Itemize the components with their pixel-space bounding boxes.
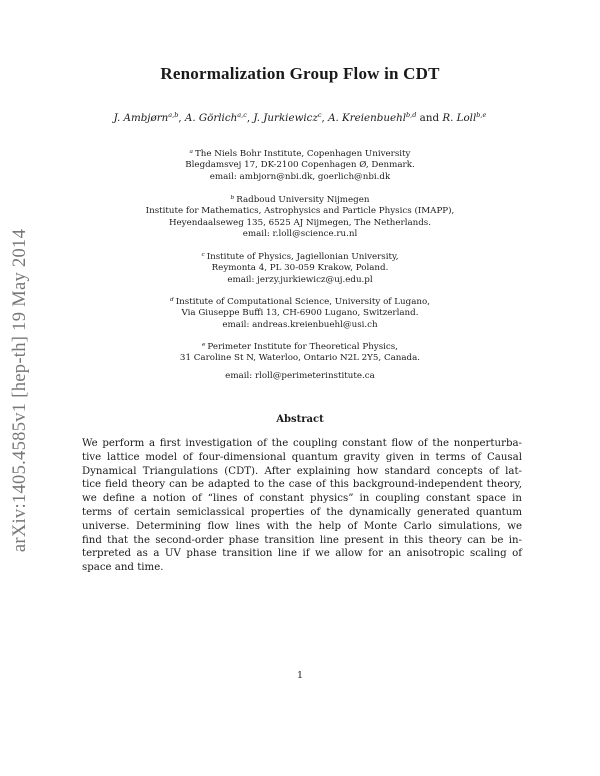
author-separator: ,: [178, 112, 185, 124]
affiliation-text: The Niels Bohr Institute, Copenhagen University: [194, 149, 411, 159]
arxiv-identifier-text: arXiv:1405.4585v1 [hep-th] 19 May 2014: [10, 228, 31, 552]
abstract-line: Dynamical Triangulations (CDT). After explaining how standard concepts of lat-: [82, 465, 522, 477]
abstract-line: universe. Determining flow lines with the help of Monte Carlo simulations, we: [82, 520, 522, 532]
affiliation-email: email: jerzy.jurkiewicz@uj.edu.pl: [227, 274, 373, 285]
affiliation-email: email: r.loll@science.ru.nl: [242, 228, 358, 239]
affiliation-mark: a: [189, 149, 193, 155]
affiliation-line: Via Giuseppe Buffi 13, CH-6900 Lugano, Switzerland.: [181, 308, 419, 319]
author-separator: and: [416, 112, 443, 124]
author-affiliation-mark: a,c: [237, 111, 247, 119]
affiliation-line: [0, 195, 600, 206]
affiliation-a: [0, 149, 600, 183]
affiliation-text: Radboud University Nijmegen: [236, 195, 370, 205]
affiliation-line: Reymonta 4, PL 30-059 Krakow, Poland.: [211, 263, 389, 274]
author-affiliation-mark: a,b: [168, 111, 179, 119]
affiliation-email: email: ambjorn@nbi.dk, goerlich@nbi.dk: [209, 171, 391, 182]
affiliation-e: [0, 342, 600, 382]
author-name: A. Görlich: [184, 112, 238, 124]
author-name: J. Jurkiewicz: [253, 112, 318, 124]
author-affiliation-mark: b,e: [476, 111, 487, 119]
affiliation-email: email: rloll@perimeterinstitute.ca: [225, 370, 375, 381]
affiliation-text: Perimeter Institute for Theoretical Physics,: [207, 342, 399, 352]
affiliation-line: [0, 252, 600, 263]
author-affiliation-mark: b,d: [406, 111, 417, 119]
abstract-line: tice field theory can be adapted to the case of this background-independent theory,: [82, 479, 522, 491]
affiliation-email: email: andreas.kreienbuehl@usi.ch: [222, 319, 378, 330]
page-number: 1: [296, 670, 304, 681]
affiliation-text: Institute of Computational Science, University of Lugano,: [175, 297, 430, 307]
affiliation-line: Heyendaalseweg 135, 6525 AJ Nijmegen, The Netherlands.: [168, 217, 432, 228]
affiliation-line: Institute for Mathematics, Astrophysics and Particle Physics (IMAPP),: [145, 206, 455, 217]
affiliation-line: Blegdamsvej 17, DK-2100 Copenhagen Ø, Denmark.: [185, 160, 415, 171]
affiliation-line: [0, 297, 600, 308]
abstract-line: space and time.: [82, 562, 164, 574]
abstract-line: We perform a first investigation of the coupling constant flow of the nonperturba-: [82, 438, 522, 449]
affiliation-text: Institute of Physics, Jagiellonian University,: [206, 252, 399, 262]
abstract-line: terms of certain semiclassical properties of the dynamically generated quantum: [82, 506, 522, 518]
author-name: R. Loll: [442, 112, 477, 124]
author-list: [0, 112, 600, 124]
affiliation-line: [0, 342, 600, 353]
affiliation-line: 31 Caroline St N, Waterloo, Ontario N2L 2Y5, Canada.: [179, 353, 421, 364]
paper-title: Renormalization Group Flow in CDT: [160, 64, 440, 83]
affiliation-d: [0, 297, 600, 331]
abstract-line: we define a notion of “lines of constant physics” in coupling constant space in: [82, 493, 522, 505]
abstract-line: tive lattice model of four-dimensional quantum gravity given in terms of Causal: [82, 451, 522, 463]
affiliation-mark: d: [170, 297, 174, 303]
affiliation-mark: e: [201, 342, 206, 348]
author-name: A. Kreienbuehl: [328, 112, 407, 124]
abstract-heading: Abstract: [276, 414, 324, 425]
affiliation-mark: c: [201, 252, 205, 258]
affiliation-c: [0, 252, 600, 286]
affiliation-b: [0, 195, 600, 240]
affiliation-line: [0, 149, 600, 160]
abstract-line: terpreted as a UV phase transition line if we allow for an anisotropic scaling of: [82, 548, 522, 560]
abstract-line: find that the second-order phase transition line present in this theory can be in-: [82, 534, 522, 546]
affiliation-mark: b: [230, 195, 235, 201]
author-separator: ,: [246, 112, 254, 124]
author-name: J. Ambjørn: [113, 112, 169, 124]
author-separator: ,: [321, 112, 329, 124]
author-affiliation-mark: c: [317, 111, 322, 119]
abstract-body: [82, 437, 522, 575]
